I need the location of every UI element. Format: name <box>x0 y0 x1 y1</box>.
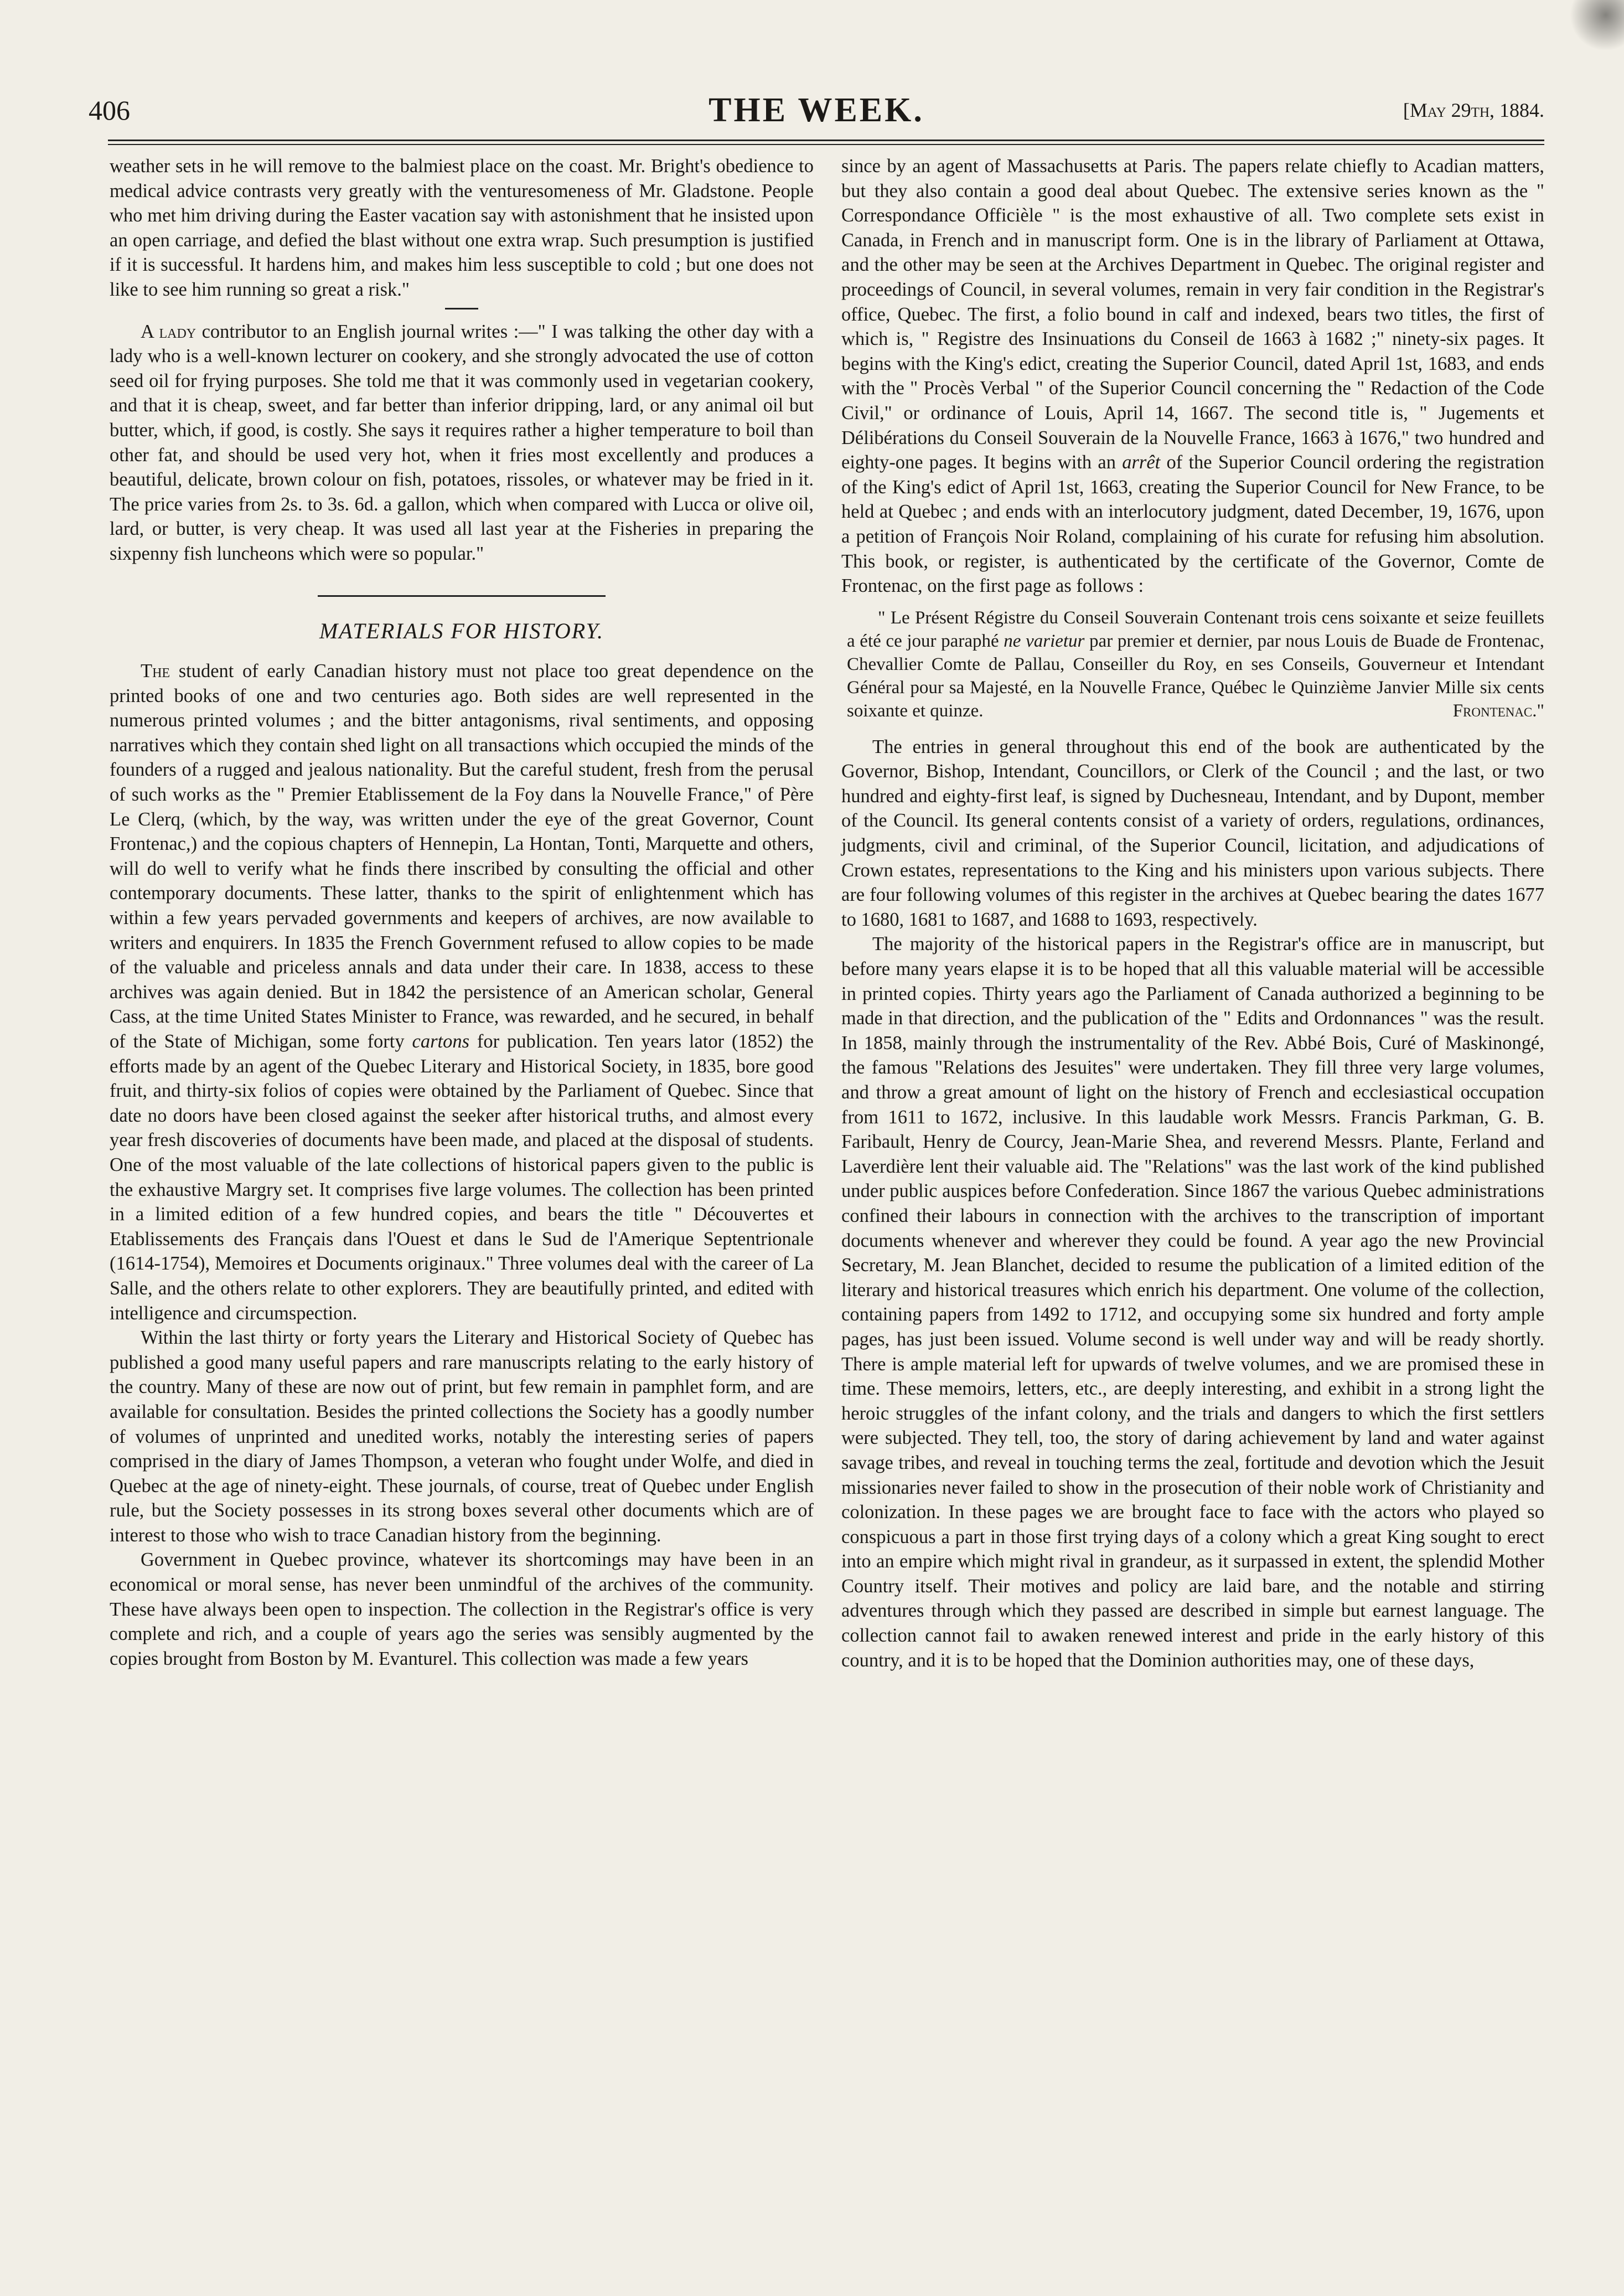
italic-term: ne varietur <box>1004 631 1085 651</box>
right-column <box>841 154 1544 1673</box>
issue-date: [May 29th, 1884. <box>1403 99 1544 121</box>
quote-text: " Le Présent Régistre du Conseil Souverain Contenant trois cens soixante et seize feuillets a été ce jour paraphé <box>847 607 1544 651</box>
paragraph-massachusetts <box>841 154 1544 598</box>
paragraph-text: of the Superior Council ordering the registration of the King's edict of April 1st, 1663, creating the Superior Council for New France, to be held at Quebec ; and ends with an interlocutory judgment, dated December, 19, 1676, upon a petition of François Noir Roland, complaining of his curate for refusing him absolution. This book, or register, is authenticated by the certificate of the Governor, Comte de Frontenac, on the first page as follows : <box>841 452 1544 597</box>
page-number: 406 <box>89 95 130 126</box>
paragraph-text: contributor to an English journal writes :—" I was talking the other day with a lady who is a well-known lecturer on cookery, and she strongly advocated the use of cotton seed oil for frying purposes. She told me that it was commonly used in vegetarian cookery, and that it is cheap, sweet, and far better than inferior dripping, lard, or any animal oil but butter, which, if good, is costly. She says it requires rather a higher temperature to boil than other fat, and should be used very hot, when it fries most excellently and produces a beautiful, delicate, brown colour on fish, potatoes, rissoles, or whatever may be fried in it. The price varies from 2s. to 3s. 6d. a gallon, which when compared with Lucca or olive oil, lard, or butter, is very cheap. It was used all last year at the Fisheries in preparing the sixpenny fish luncheons which were so popular." <box>110 321 814 564</box>
section-divider <box>318 595 606 597</box>
masthead <box>89 91 1544 129</box>
lead-in: A lady <box>141 321 196 342</box>
header-rule <box>108 140 1544 141</box>
paragraph-text: for publication. Ten years lator (1852) the efforts made by an agent of the Quebec Literary and Historical Society, in 1835, bore good fruit, and thirty-six folios of copies were obtained by the Parliament of Quebec. Since that date no doors have been closed against the seeker after historical truths, and almost every year fresh discoveries of documents have been made, and placed at the disposal of students. One of the most valuable of the late collections of historical papers given to the public is the exhaustive Margry set. It comprises five large volumes. The collection has been printed in a limited edition of a few hundred copies, and bears the title " Découvertes et Etablissements des Français dans l'Ouest et dans le Sud de l'Amerique Septentrionale (1614-1754), Memoires et Documents originaux." Three volumes deal with the career of La Salle, and the others relate to other explorers. They are beautifully printed, and edited with intelligence and circumspection. <box>110 1031 814 1324</box>
italic-term: arrêt <box>1122 452 1161 473</box>
header-rule-thin <box>108 144 1544 145</box>
item-divider <box>445 308 478 309</box>
paragraph-government: Government in Quebec province, whatever its shortcomings may have been in an economical or moral sense, has never been unmindful of the archives of the community. These have always been open to inspection. The collection in the Registrar's office is very complete and rich, and a couple of years ago the series was sensibly augmented by the copies brought from Boston by M. Evanturel. This collection was made a few years <box>110 1549 814 1669</box>
quote-text: par premier et dernier, par nous Louis de Buade de Frontenac, Chevallier Comte de Pallau, Conseiller du Roy, en ses Conseils, Gouverneur et Intendant Général pour sa Majesté, en la Nouvelle France, Québec le Quinzième Janvier Mille six cents soixante et quinze. <box>847 631 1544 721</box>
quote-signature: Frontenac." <box>1452 700 1544 721</box>
frontenac-quotation <box>847 606 1544 723</box>
paragraph-majority: The majority of the historical papers in the Registrar's office are in manuscript, but before many years elapse it is to be hoped that all this valuable material will be accessible in printed copies. Thirty years ago the Parliament of Canada authorized a beginning to be made in that direction, and the publication of the " Edits and Ordonnances " was the result. In 1858, mainly through the instrumentality of the Rev. Abbé Bois, Curé of Maskinongé, the famous "Relations des Jesuites" were undertaken. They fill three very large volumes, and throw a great amount of light on the history of French and ecclesiastical occupation from 1611 to 1672, inclusive. In this laudable work Messrs. Francis Parkman, G. B. Faribault, Henry de Courcy, Jean-Marie Shea, and reverend Messrs. Plante, Ferland and Laverdière lent their valuable aid. The "Relations" was the last work of the kind published under public auspices before Confederation. Since 1867 the various Quebec administrations confined their labours in connection with the archives to the transcription of important documents whenever and wherever they could be found. A year ago the new Provincial Secretary, M. Jean Blanchet, decided to resume the publication of a limited edition of the literary and historical treasures which enrich his department. One volume of the collection, containing papers from 1492 to 1712, and occupying some six hundred and forty ample pages, has just been issued. Volume second is well under way and will be ready shortly. There is ample material left for upwards of twelve volumes, and we are promised these in time. These memoirs, letters, etc., are deeply interesting, and exhibit in a strong light the heroic struggles of the infant colony, and the trials and dangers to which the first settlers were subjected. They tell, too, the story of daring achievement by land and water against savage tribes, and reveal in touching terms the zeal, fortitude and devotion which the Jesuit missionaries never failed to show in the prosecution of their noble work of Christianity and colonization. In these pages we are brought face to face with the actors who played so conspicuous a part in those first trying days of a colony which a great King sought to erect into an empire which might rival in grandeur, as it surpassed in extent, the splendid Mother Country itself. Their motives and policy are laid bare, and the notable and stirring adventures through which they passed are described in simple but earnest language. The collection cannot fail to awaken renewed interest and pride in the early history of this country, and it is to be hoped that the Dominion authorities may, one of these days, <box>841 933 1544 1671</box>
paragraph-weather: weather sets in he will remove to the balmiest place on the coast. Mr. Bright's obedience to medical advice contrasts very greatly with the venturesomeness of Mr. Gladstone. People who met him driving during the Easter vacation say with astonishment that he insisted upon an open carriage, and defied the blast without one extra wrap. Such presumption is justified if it is successful. It hardens him, and makes him less susceptible to cold ; but one does not like to see him running so great a risk." <box>110 156 814 300</box>
paragraph-cotton-seed-oil <box>110 319 814 566</box>
left-column <box>110 154 814 1671</box>
publication-title: THE WEEK. <box>708 91 924 129</box>
paragraph-text: student of early Canadian history must not place too great dependence on the printed books of one and two centuries ago. Both sides are well represented in the numerous printed volumes ; and the bitter antagonisms, rival sentiments, and opposing narratives which they contain shed light on all transactions which occupied the minds of the founders of a rugged and jealous nationality. But the careful student, fresh from the perusal of such works as the " Premier Etablissement de la Foy dans la Nouvelle France," of Père Le Clerq, (which, by the way, was written under the eye of the great Governor, Count Frontenac,) and the copious chapters of Hennepin, La Hontan, Tonti, Marquette and others, will do well to verify what he finds there inscribed by consulting the official and other contemporary documents. These latter, thanks to the spirit of enlightenment which has within a few years pervaded governments and keepers of archives, are now available to writers and enquirers. In 1835 the French Government refused to allow copies to be made of the valuable and priceless annals and data under their care. In 1838, access to these archives was again denied. But in 1842 the persistence of an American scholar, General Cass, at the time United States Minister to France, was rewarded, and he secured, in behalf of the State of Michigan, some forty <box>110 661 814 1052</box>
paragraph-entries: The entries in general throughout this end of the book are authenticated by the Governor, Bishop, Intendant, Councillors, or Clerk of the Council ; and the last, or two hundred and eighty-first leaf, is signed by Duchesneau, Intendant, and by Dupont, member of the Council. Its general contents consist of a variety of orders, regulations, ordinances, judgments, civil and criminal, of the Superior Council, licitation, and adjudications of Crown estates, representations to the King and his ministers upon various subjects. There are four following volumes of this register in the archives at Quebec bearing the dates 1677 to 1680, 1681 to 1687, and 1688 to 1693, respectively. <box>841 736 1544 930</box>
paragraph-literary-society: Within the last thirty or forty years the Literary and Historical Society of Quebec has published a good many useful papers and rare manuscripts relating to the early history of the country. Many of these are now out of print, but few remain in pamphlet form, and are available for consultation. Besides the printed collections the Society has a goodly number of volumes of unprinted and unedited works, notably the interesting series of papers comprised in the diary of James Thompson, a veteran who fought under Wolfe, and died in Quebec at the age of ninety-eight. These journals, of course, treat of Quebec under English rule, but the Society possesses in its strong boxes several other documents which are of interest to those who wish to trace Canadian history from the beginning. <box>110 1327 814 1546</box>
section-heading: MATERIALS FOR HISTORY. <box>319 618 604 643</box>
lead-in: The <box>141 661 170 682</box>
italic-term: cartons <box>412 1031 470 1052</box>
paragraph-student <box>110 659 814 1325</box>
corner-smudge <box>1563 0 1624 50</box>
paragraph-text: since by an agent of Massachusetts at Paris. The papers relate chiefly to Acadian matters, but they also contain a good deal about Quebec. The extensive series known as the " Correspondance Officièle " is the most exhaustive of all. Two complete sets exist in Canada, in French and in manuscript form. One is in the library of Parliament at Ottawa, and the other may be seen at the Archives Department in Quebec. The original register and proceedings of Council, in several volumes, remain in very fair condition in the Registrar's office, Quebec. The first, a folio bound in calf and indexed, bears two titles, the first of which is, " Registre des Insinuations du Conseil de 1663 à 1682 ;" ninety-six pages. It begins with the King's edict, creating the Superior Council, dated April 1st, 1683, and ends with the " Procès Verbal " of the Superior Council concerning the " Redaction of the Code Civil," or ordinance of Louis, April 14, 1667. The second title is, " Jugements et Délibérations du Conseil Souverain de la Nouvelle France, 1663 à 1676," two hundred and eighty-one pages. It begins with an <box>841 156 1544 473</box>
